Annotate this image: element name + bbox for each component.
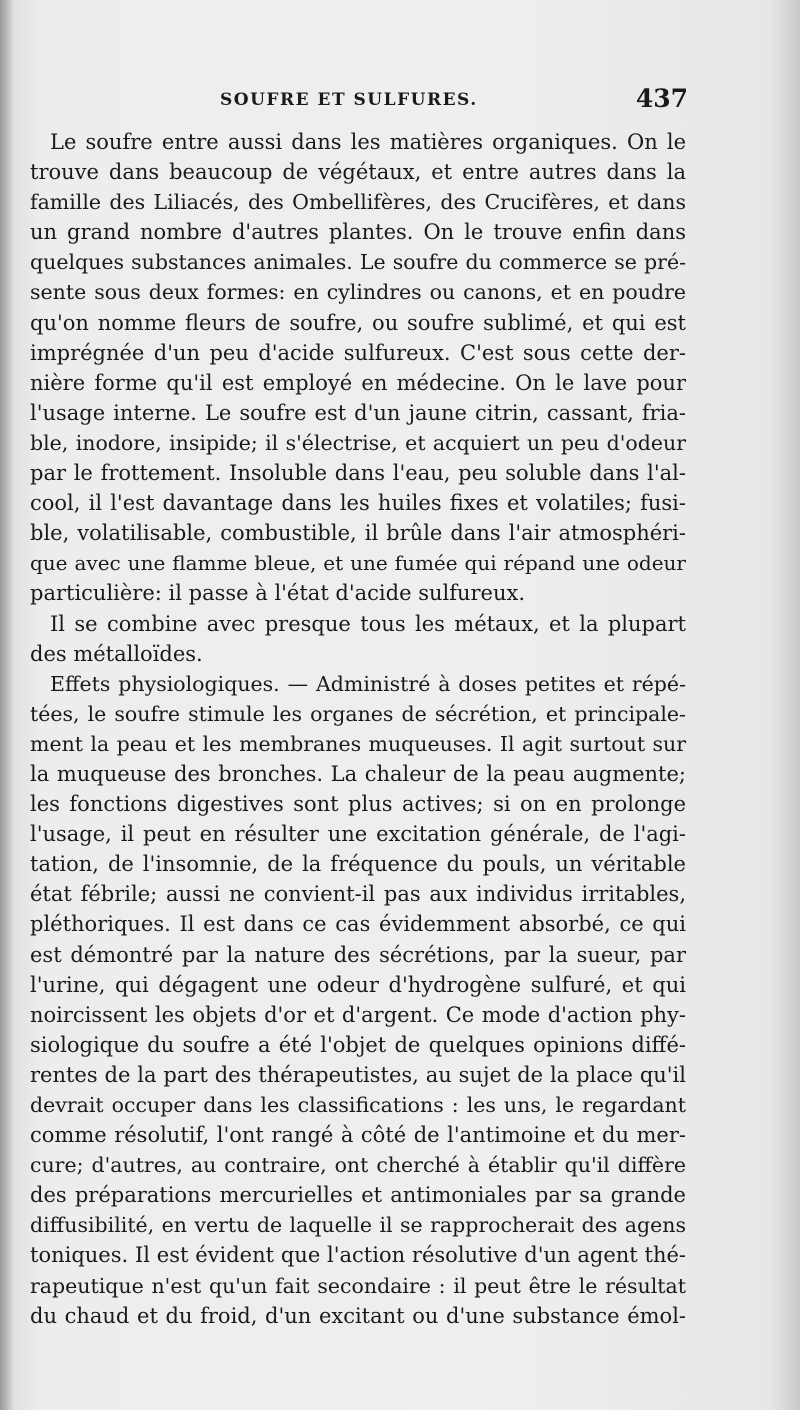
text-line: Le soufre entre aussi dans les matières organiques. On le <box>50 130 686 154</box>
text-line: ment la peau et les membranes muqueuses. Il agit surtout sur <box>30 731 686 756</box>
text-line: du chaud et du froid, d'un excitant ou d'une substance émol- <box>30 1303 686 1328</box>
text-line: pléthoriques. Il est dans ce cas évidemment absorbé, ce qui <box>30 912 686 937</box>
page-number: 437 <box>635 84 688 113</box>
text-line: imprégnée d'un peu d'acide sulfureux. C'est sous cette der- <box>30 340 686 365</box>
binding-shadow <box>0 0 14 1410</box>
text-line: par le frottement. Insoluble dans l'eau, peu soluble dans l'al- <box>30 461 686 486</box>
text-line: tées, le soufre stimule les organes de sécrétion, et principale- <box>30 701 686 726</box>
text-line: trouve dans beaucoup de végétaux, et entre autres dans la <box>30 160 686 185</box>
text-line: l'usage interne. Le soufre est d'un jaune citrin, cassant, fria- <box>30 400 686 425</box>
text-line: les fonctions digestives sont plus actives; si on en prolonge <box>30 792 686 817</box>
page-edge-shadow <box>770 0 800 1410</box>
text-line: état fébrile; aussi ne convient-il pas aux individus irritables, <box>30 882 686 907</box>
text-line: rapeutique n'est qu'un fait secondaire : il peut être le résultat <box>30 1273 686 1298</box>
text-line: comme résolutif, l'ont rangé à côté de l'antimoine et du mer- <box>30 1123 686 1148</box>
text-line: sente sous deux formes: en cylindres ou canons, et en poudre <box>30 280 686 305</box>
text-line: l'usage, il peut en résulter une excitation générale, de l'agi- <box>30 822 686 847</box>
text-line: cure; d'autres, au contraire, ont cherché à établir qu'il diffère <box>30 1153 686 1178</box>
body-text <box>30 127 686 1331</box>
text-line: est démontré par la nature des sécrétions, par la sueur, par <box>30 942 686 967</box>
running-head <box>28 84 688 128</box>
text-line: qu'on nomme fleurs de soufre, ou soufre sublimé, et qui est <box>30 310 686 335</box>
text-line: famille des Liliacés, des Ombellifères, des Crucifères, et dans <box>30 190 686 215</box>
text-line: rentes de la part des thérapeutistes, au sujet de la place qu'il <box>30 1062 686 1087</box>
text-line: toniques. Il est évident que l'action résolutive d'un agent thé- <box>30 1243 686 1268</box>
text-line: particulière: il passe à l'état d'acide sulfureux. <box>30 581 526 606</box>
text-line: quelques substances animales. Le soufre du commerce se pré- <box>30 250 686 275</box>
text-line: tation, de l'insomnie, de la fréquence du pouls, un véritable <box>30 852 686 877</box>
text-line: nière forme qu'il est employé en médecine. On le lave pour <box>30 370 686 395</box>
text-line: noircissent les objets d'or et d'argent. Ce mode d'action phy- <box>30 1002 686 1027</box>
text-line: la muqueuse des bronches. La chaleur de la peau augmente; <box>30 761 686 786</box>
text-line: des préparations mercurielles et antimoniales par sa grande <box>30 1183 686 1208</box>
text-line: ble, inodore, insipide; il s'électrise, et acquiert un peu d'odeur <box>30 430 686 455</box>
text-line: devrait occuper dans les classifications : les uns, le regardant <box>30 1093 686 1117</box>
text-line: un grand nombre d'autres plantes. On le trouve enfin dans <box>30 220 686 245</box>
text-line: siologique du soufre a été l'objet de quelques opinions diffé- <box>30 1032 686 1057</box>
section-heading-line: Effets physiologiques. — Administré à doses petites et répé- <box>50 671 686 696</box>
running-title: SOUFRE ET SULFURES. <box>220 90 478 110</box>
text-line: l'urine, qui dégagent une odeur d'hydrogène sulfuré, et qui <box>30 972 686 997</box>
text-line: diffusibilité, en vertu de laquelle il se rapprocherait des agens <box>30 1213 686 1238</box>
text-line: des métalloïdes. <box>30 641 203 666</box>
text-line: Il se combine avec presque tous les métaux, et la plupart <box>50 611 686 636</box>
text-line: ble, volatilisable, combustible, il brûle dans l'air atmosphéri- <box>30 521 686 546</box>
text-line: que avec une flamme bleue, et une fumée qui répand une odeur <box>30 551 686 576</box>
text-line: cool, il l'est davantage dans les huiles fixes et volatiles; fusi- <box>30 491 686 516</box>
